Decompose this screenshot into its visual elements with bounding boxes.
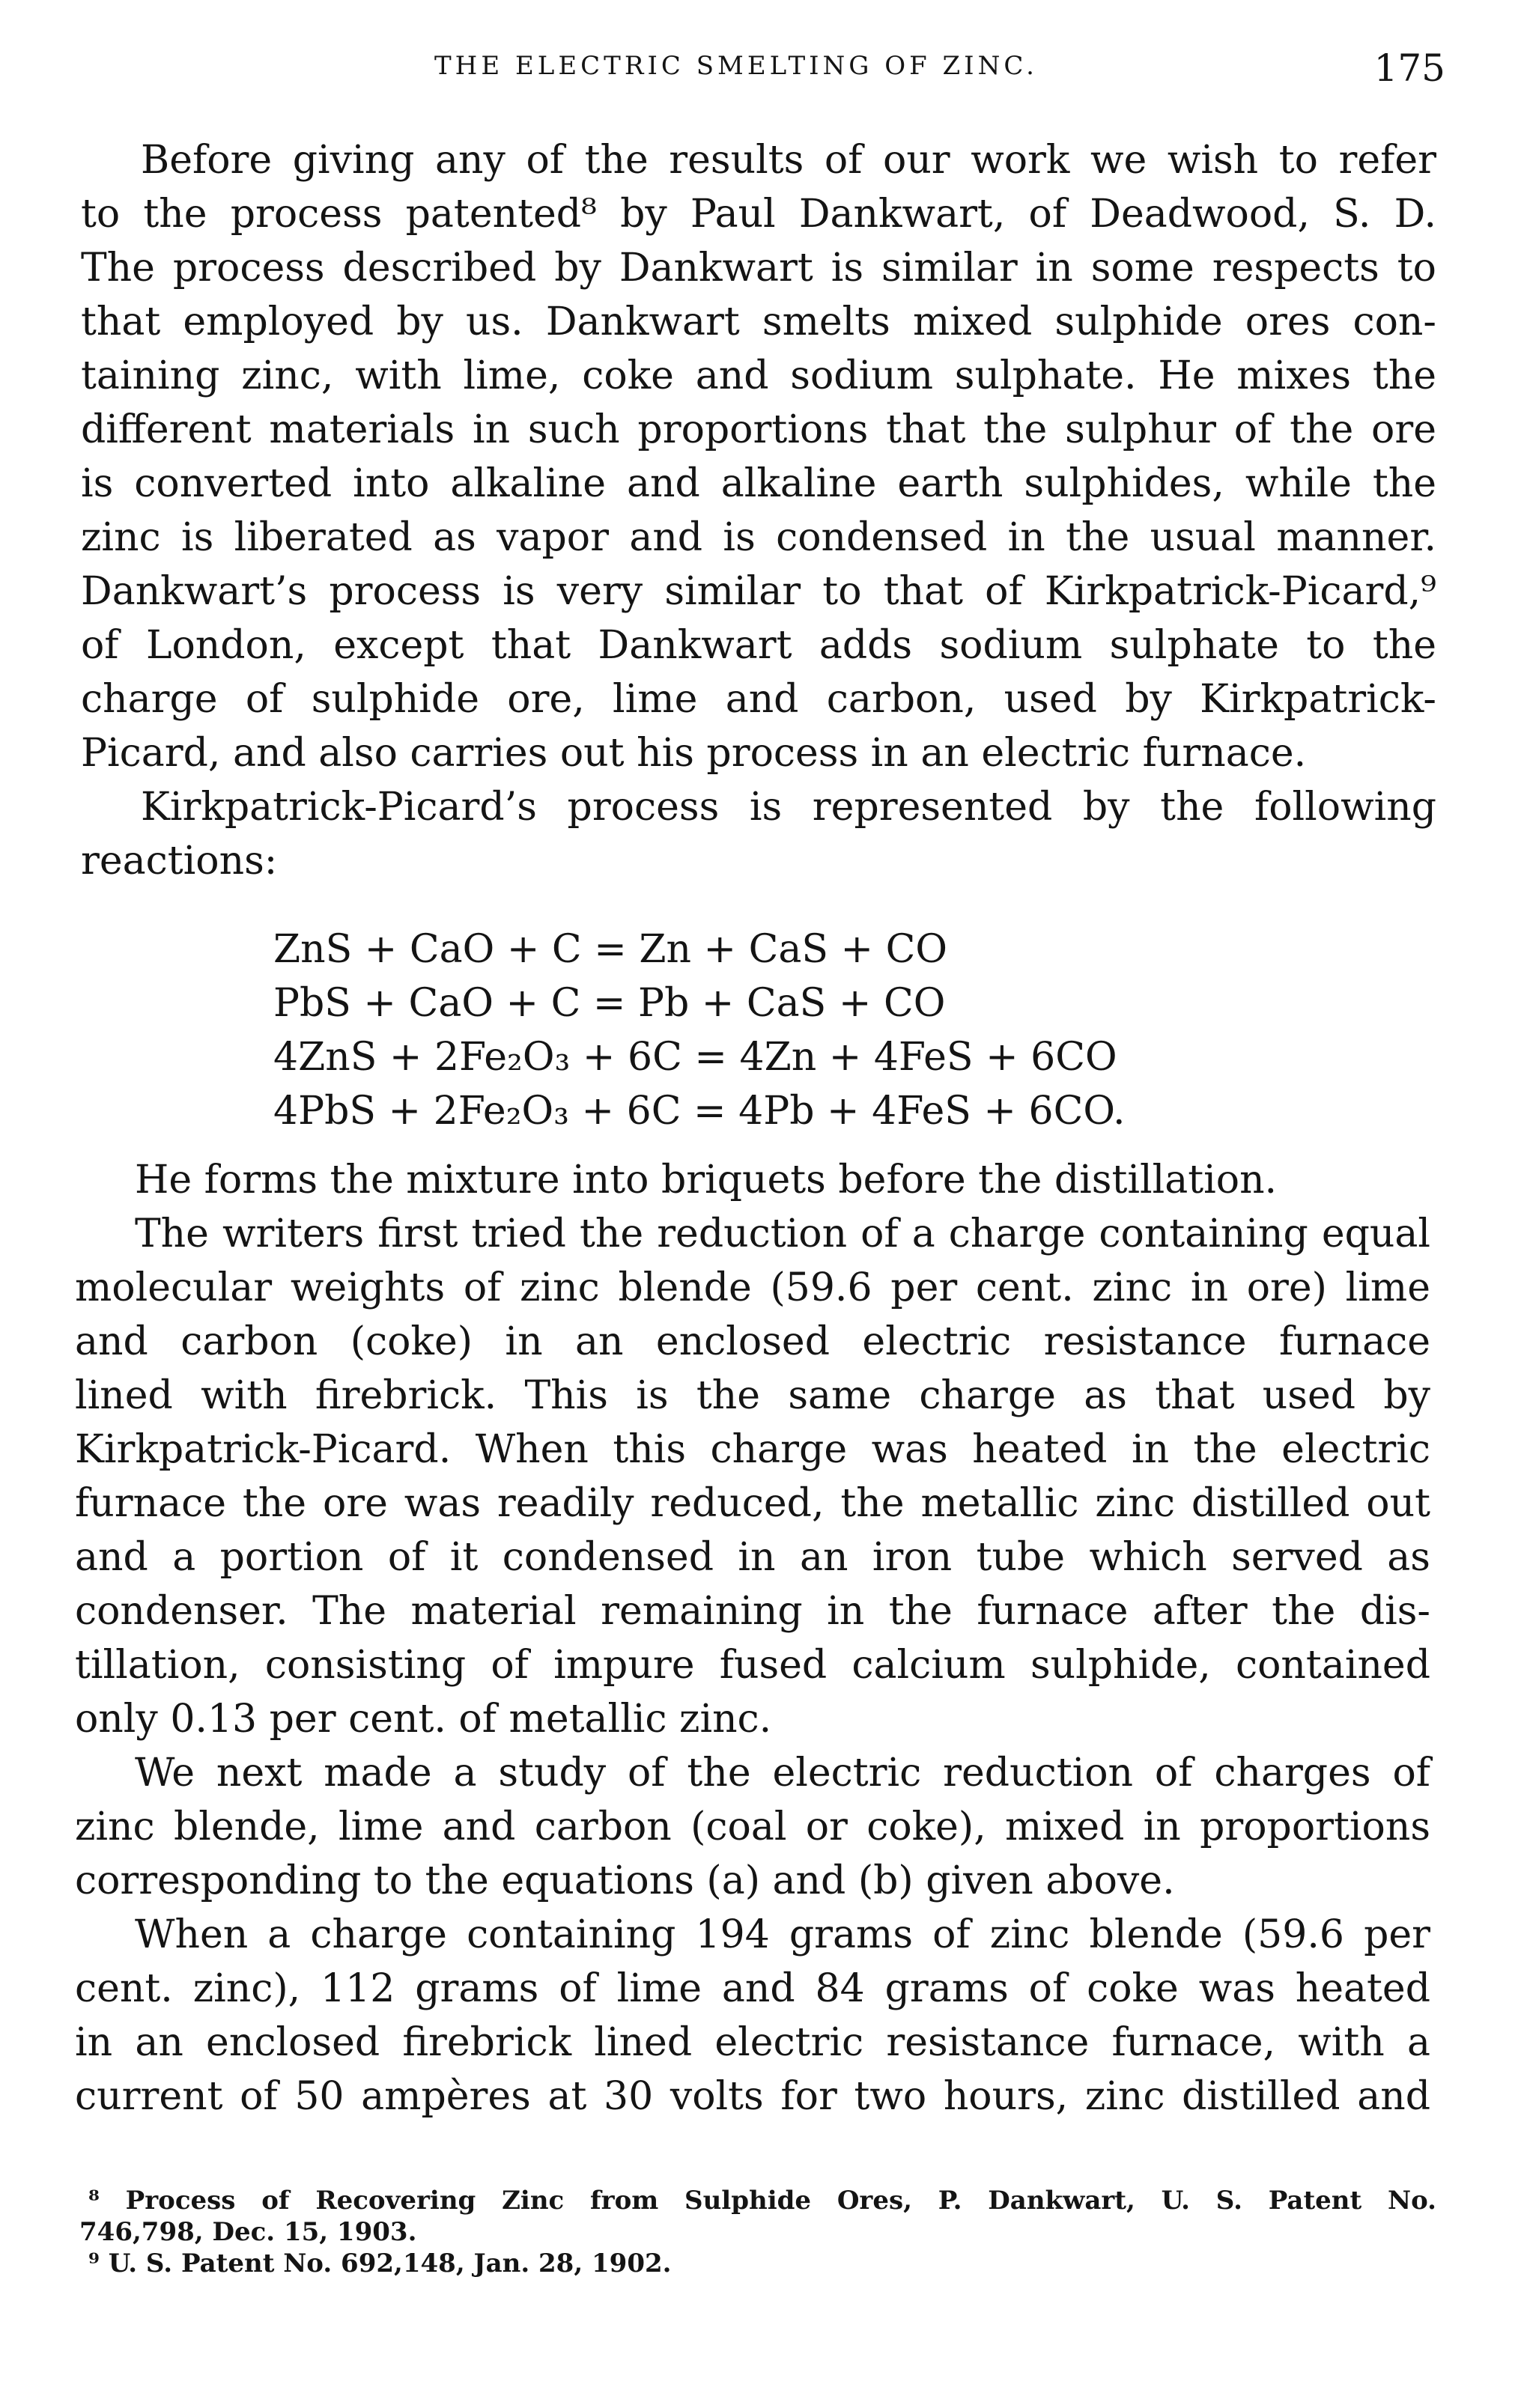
footnotes: [79, 2185, 1436, 2279]
equation: ZnS + CaO + C = Zn + CaS + CO: [273, 927, 948, 972]
paragraph-1-line: to the process patented⁸ by Paul Dankwart, of Deadwood, S. D.: [81, 192, 1436, 237]
paragraph-1-line: Picard, and also carries out his process in an electric furnace.: [81, 731, 1307, 776]
paragraph-4-line: molecular weights of zinc blende (59.6 per cent. zinc in ore) lime: [75, 1265, 1430, 1310]
footnote-9: ⁹ U. S. Patent No. 692,148, Jan. 28, 1902.: [88, 2249, 672, 2278]
paragraph-6-line: cent. zinc), 112 grams of lime and 84 grams of coke was heated: [75, 1966, 1430, 2011]
body-text-upper: [81, 133, 1436, 888]
paragraph-5-line: zinc blende, lime and carbon (coal or coke), mixed in proportions: [75, 1805, 1430, 1849]
page-number: 175: [1373, 46, 1445, 90]
paragraph-6-line: When a charge containing 194 grams of zinc blende (59.6 per: [135, 1912, 1430, 1957]
paragraph-4-line: only 0.13 per cent. of metallic zinc.: [75, 1697, 772, 1742]
paragraph-4-line: lined with firebrick. This is the same charge as that used by: [75, 1373, 1430, 1418]
equation: 4PbS + 2Fe₂O₃ + 6C = 4Pb + 4FeS + 6CO.: [273, 1089, 1126, 1134]
paragraph-4-line: and carbon (coke) in an enclosed electric resistance furnace: [75, 1319, 1430, 1364]
paragraph-1-line: of London, except that Dankwart adds sodium sulphate to the: [81, 623, 1436, 668]
paragraph-5-line: corresponding to the equations (a) and (b) given above.: [75, 1858, 1175, 1903]
paragraph-4-line: furnace the ore was readily reduced, the metallic zinc distilled out: [75, 1481, 1430, 1526]
running-title: THE ELECTRIC SMELTING OF ZINC.: [434, 51, 1038, 81]
footnote-8: ⁸ Process of Recovering Zinc from Sulphide Ores, P. Dankwart, U. S. Patent No.: [88, 2186, 1436, 2216]
reaction-equations: [273, 922, 1125, 1138]
footnote-8-continued: 746,798, Dec. 15, 1903.: [79, 2217, 417, 2247]
equation: 4ZnS + 2Fe₂O₃ + 6C = 4Zn + 4FeS + 6CO: [273, 1035, 1117, 1080]
paragraph-2-line: Kirkpatrick-Picard’s process is represented by the following: [141, 785, 1436, 830]
paragraph-1-line: different materials in such proportions that the sulphur of the ore: [81, 407, 1436, 452]
paragraph-4-line: tillation, consisting of impure fused calcium sulphide, contained: [75, 1643, 1430, 1688]
paragraph-4-line: Kirkpatrick-Picard. When this charge was heated in the electric: [75, 1427, 1430, 1472]
paragraph-1-line: Dankwart’s process is very similar to that of Kirkpatrick-Picard,⁹: [81, 569, 1436, 614]
paragraph-1-line: taining zinc, with lime, coke and sodium sulphate. He mixes the: [81, 353, 1436, 398]
paragraph-1-line: charge of sulphide ore, lime and carbon, used by Kirkpatrick-: [81, 677, 1436, 722]
equation: PbS + CaO + C = Pb + CaS + CO: [273, 981, 946, 1026]
paragraph-1-line: The process described by Dankwart is similar in some respects to: [81, 246, 1436, 291]
body-text-lower: [75, 1153, 1430, 2123]
running-head: [105, 46, 1445, 99]
paragraph-6-line: current of 50 ampères at 30 volts for two hours, zinc distilled and: [75, 2074, 1430, 2119]
paragraph-1-line: that employed by us. Dankwart smelts mixed sulphide ores con-: [81, 300, 1436, 344]
paragraph-1-line: zinc is liberated as vapor and is condensed in the usual manner.: [81, 515, 1436, 560]
paragraph-4-line: The writers first tried the reduction of a charge containing equal: [135, 1211, 1430, 1256]
paragraph-1-line: Before giving any of the results of our work we wish to refer: [141, 138, 1436, 183]
paragraph-5-line: We next made a study of the electric reduction of charges of: [135, 1751, 1430, 1796]
paragraph-1-line: is converted into alkaline and alkaline earth sulphides, while the: [81, 461, 1436, 506]
paragraph-6-line: in an enclosed firebrick lined electric resistance furnace, with a: [75, 2020, 1430, 2065]
paragraph-3-line: He forms the mixture into briquets before the distillation.: [135, 1158, 1278, 1203]
paragraph-4-line: condenser. The material remaining in the furnace after the dis-: [75, 1589, 1430, 1634]
paragraph-4-line: and a portion of it condensed in an iron tube which served as: [75, 1535, 1430, 1580]
paragraph-2-line: reactions:: [81, 839, 278, 884]
